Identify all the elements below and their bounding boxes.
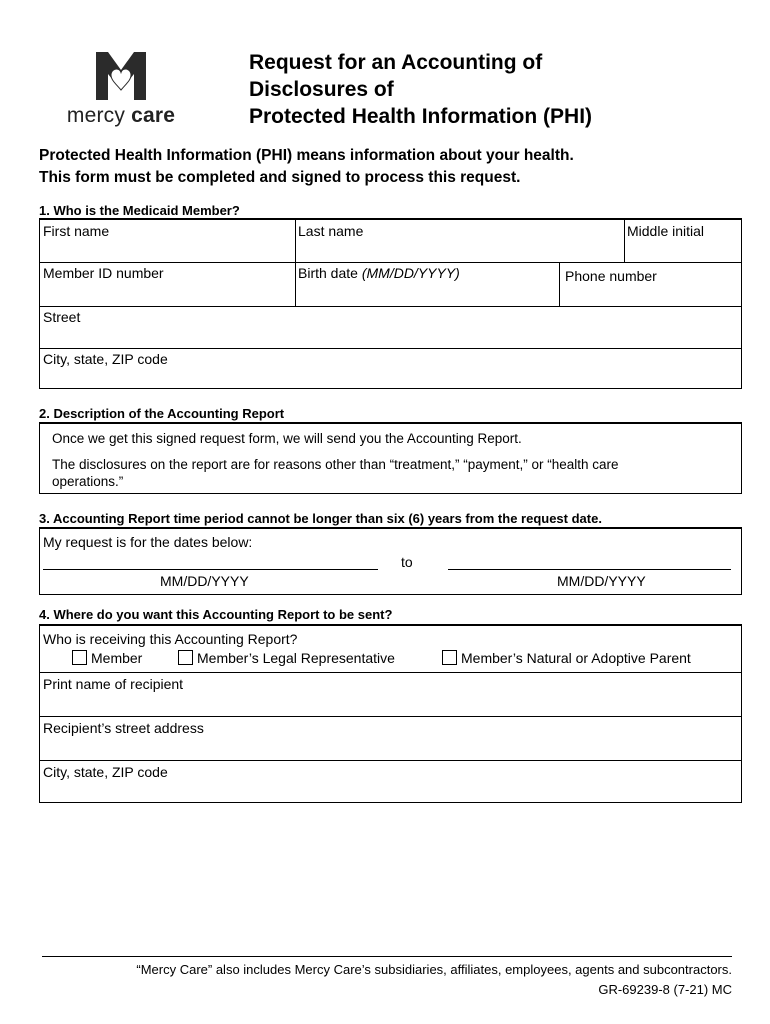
section-1-heading: 1. Who is the Medicaid Member?: [39, 203, 240, 218]
mercy-care-m-heart-icon: [94, 50, 148, 102]
description-box: [39, 422, 742, 494]
description-paragraph-2-line-1: The disclosures on the report are for reasons other than “treatment,” “payment,” or “health care: [52, 457, 619, 472]
receiving-label: Who is receiving this Accounting Report?: [43, 631, 298, 647]
time-period-box: [39, 527, 742, 595]
start-date-format: MM/DD/YYYY: [160, 573, 249, 589]
divider: [40, 262, 741, 263]
mercy-care-logo: [56, 50, 186, 130]
divider: [559, 263, 560, 306]
footer: [42, 960, 732, 1000]
section-4-heading: 4. Where do you want this Accounting Report to be sent?: [39, 607, 393, 622]
option-member[interactable]: [72, 650, 142, 666]
option-member-label: Member: [91, 650, 143, 666]
checkbox-parent[interactable]: [442, 650, 457, 665]
option-legal-representative[interactable]: [178, 650, 395, 666]
birth-date-label: Birth date: [298, 265, 358, 281]
description-paragraph-2: [52, 456, 619, 490]
end-date-format: MM/DD/YYYY: [557, 573, 646, 589]
end-date-line[interactable]: [448, 569, 731, 570]
member-id-field[interactable]: Member ID number: [43, 265, 164, 281]
form-id: GR-69239-8 (7-21) MC: [598, 982, 732, 997]
divider: [40, 348, 741, 349]
section-3-heading: 3. Accounting Report time period cannot be longer than six (6) years from the request date.: [39, 511, 602, 526]
description-paragraph-2-line-2: operations.”: [52, 474, 124, 489]
intro-line-2: This form must be completed and signed to process this request.: [39, 169, 521, 186]
form-title-line-2: Disclosures of: [249, 78, 394, 101]
logo-word-mercy: mercy: [66, 104, 126, 127]
section-2-heading: 2. Description of the Accounting Report: [39, 406, 285, 421]
footer-divider: [42, 956, 732, 957]
member-info-box: [39, 218, 742, 389]
divider: [40, 672, 741, 673]
divider: [40, 716, 741, 717]
middle-initial-field[interactable]: Middle initial: [627, 223, 705, 239]
form-title-line-3: Protected Health Information (PHI): [249, 105, 593, 128]
option-parent-label: Member’s Natural or Adoptive Parent: [461, 650, 691, 666]
divider: [295, 220, 296, 306]
divider: [40, 306, 741, 307]
recipient-name-field[interactable]: Print name of recipient: [43, 676, 184, 692]
form-title-line-1: Request for an Accounting of: [249, 51, 543, 74]
first-name-field[interactable]: First name: [43, 223, 110, 239]
form-title: [249, 49, 592, 130]
logo-word-care: care: [131, 104, 176, 127]
recipient-city-field[interactable]: City, state, ZIP code: [43, 764, 168, 780]
checkbox-legal-representative[interactable]: [178, 650, 193, 665]
city-state-zip-field[interactable]: City, state, ZIP code: [43, 351, 168, 367]
start-date-line[interactable]: [43, 569, 378, 570]
option-parent[interactable]: [442, 650, 691, 666]
request-dates-label: My request is for the dates below:: [43, 534, 253, 550]
street-field[interactable]: Street: [43, 309, 81, 325]
footer-note: “Mercy Care” also includes Mercy Care’s subsidiaries, affiliates, employees, agents and subcontractors.: [136, 962, 732, 977]
description-paragraph-1: Once we get this signed request form, we will send you the Accounting Report.: [52, 431, 522, 446]
divider: [40, 760, 741, 761]
intro-line-1: Protected Health Information (PHI) means information about your health.: [39, 147, 574, 164]
checkbox-member[interactable]: [72, 650, 87, 665]
option-legal-representative-label: Member’s Legal Representative: [197, 650, 395, 666]
to-label: to: [401, 554, 413, 570]
divider: [624, 220, 625, 263]
birth-date-format: (MM/DD/YYYY): [361, 265, 460, 281]
logo-wordmark: [56, 104, 186, 128]
last-name-field[interactable]: Last name: [298, 223, 364, 239]
birth-date-field[interactable]: [298, 265, 460, 281]
recipient-street-field[interactable]: Recipient’s street address: [43, 720, 204, 736]
phone-number-field[interactable]: Phone number: [565, 268, 657, 284]
recipient-box: [39, 624, 742, 803]
intro-text: [39, 145, 574, 189]
